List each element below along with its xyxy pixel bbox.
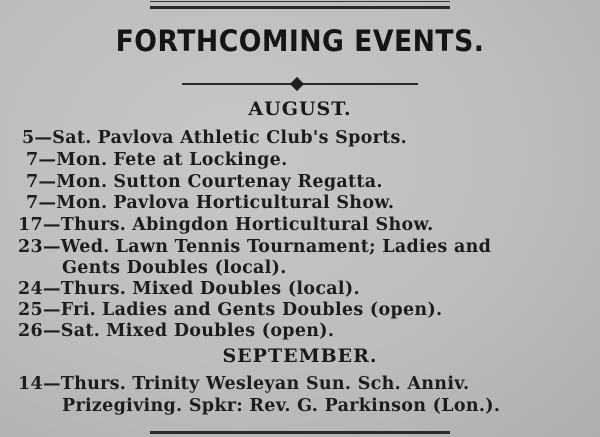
event-text: Trinity Wesleyan Sun. Sch. Anniv.	[132, 374, 470, 394]
event-date: 23—Wed.	[18, 237, 110, 257]
event-row	[18, 374, 598, 394]
event-date: 25—Fri.	[18, 300, 97, 320]
event-text: Abingdon Horticultural Show.	[132, 215, 434, 235]
ornamental-divider	[182, 79, 418, 89]
event-row	[26, 193, 600, 213]
event-text: Sutton Courtenay Regatta.	[113, 172, 383, 192]
event-text: Mixed Doubles (open).	[106, 321, 335, 341]
month-heading-september: SEPTEMBER.	[222, 345, 378, 367]
event-continuation: Prizegiving. Spkr: Rev. G. Parkinson (Lon.).	[62, 396, 501, 416]
event-row	[18, 279, 598, 299]
event-date: 24—Thurs.	[18, 279, 127, 299]
event-text: Fete at Lockinge.	[113, 150, 288, 170]
diamond-ornament-icon	[290, 77, 304, 91]
event-text: Pavlova Horticultural Show.	[113, 193, 395, 213]
event-text: Ladies and Gents Doubles (open).	[102, 300, 443, 320]
event-row	[18, 237, 598, 257]
event-date: 5—Sat.	[22, 128, 92, 148]
event-row	[22, 128, 600, 148]
event-date: 7—Mon.	[26, 193, 108, 213]
event-row	[26, 172, 600, 192]
event-text: Pavlova Athletic Club's Sports.	[97, 128, 408, 148]
event-date: 7—Mon.	[26, 172, 108, 192]
event-text: Lawn Tennis Tournament; Ladies and	[115, 237, 492, 257]
event-date: 26—Sat.	[18, 321, 101, 341]
event-date: 7—Mon.	[26, 150, 108, 170]
event-row	[26, 150, 600, 170]
event-date: 17—Thurs.	[18, 215, 127, 235]
month-heading-august: AUGUST.	[248, 98, 352, 120]
event-date: 14—Thurs.	[18, 374, 127, 394]
event-row	[18, 300, 598, 320]
event-continuation: Gents Doubles (local).	[62, 258, 287, 278]
top-rule	[150, 0, 450, 9]
event-row	[18, 215, 598, 235]
bottom-rule	[150, 431, 450, 434]
event-text: Mixed Doubles (local).	[132, 279, 360, 299]
event-row	[18, 321, 598, 341]
page-title: FORTHCOMING EVENTS.	[115, 24, 485, 58]
